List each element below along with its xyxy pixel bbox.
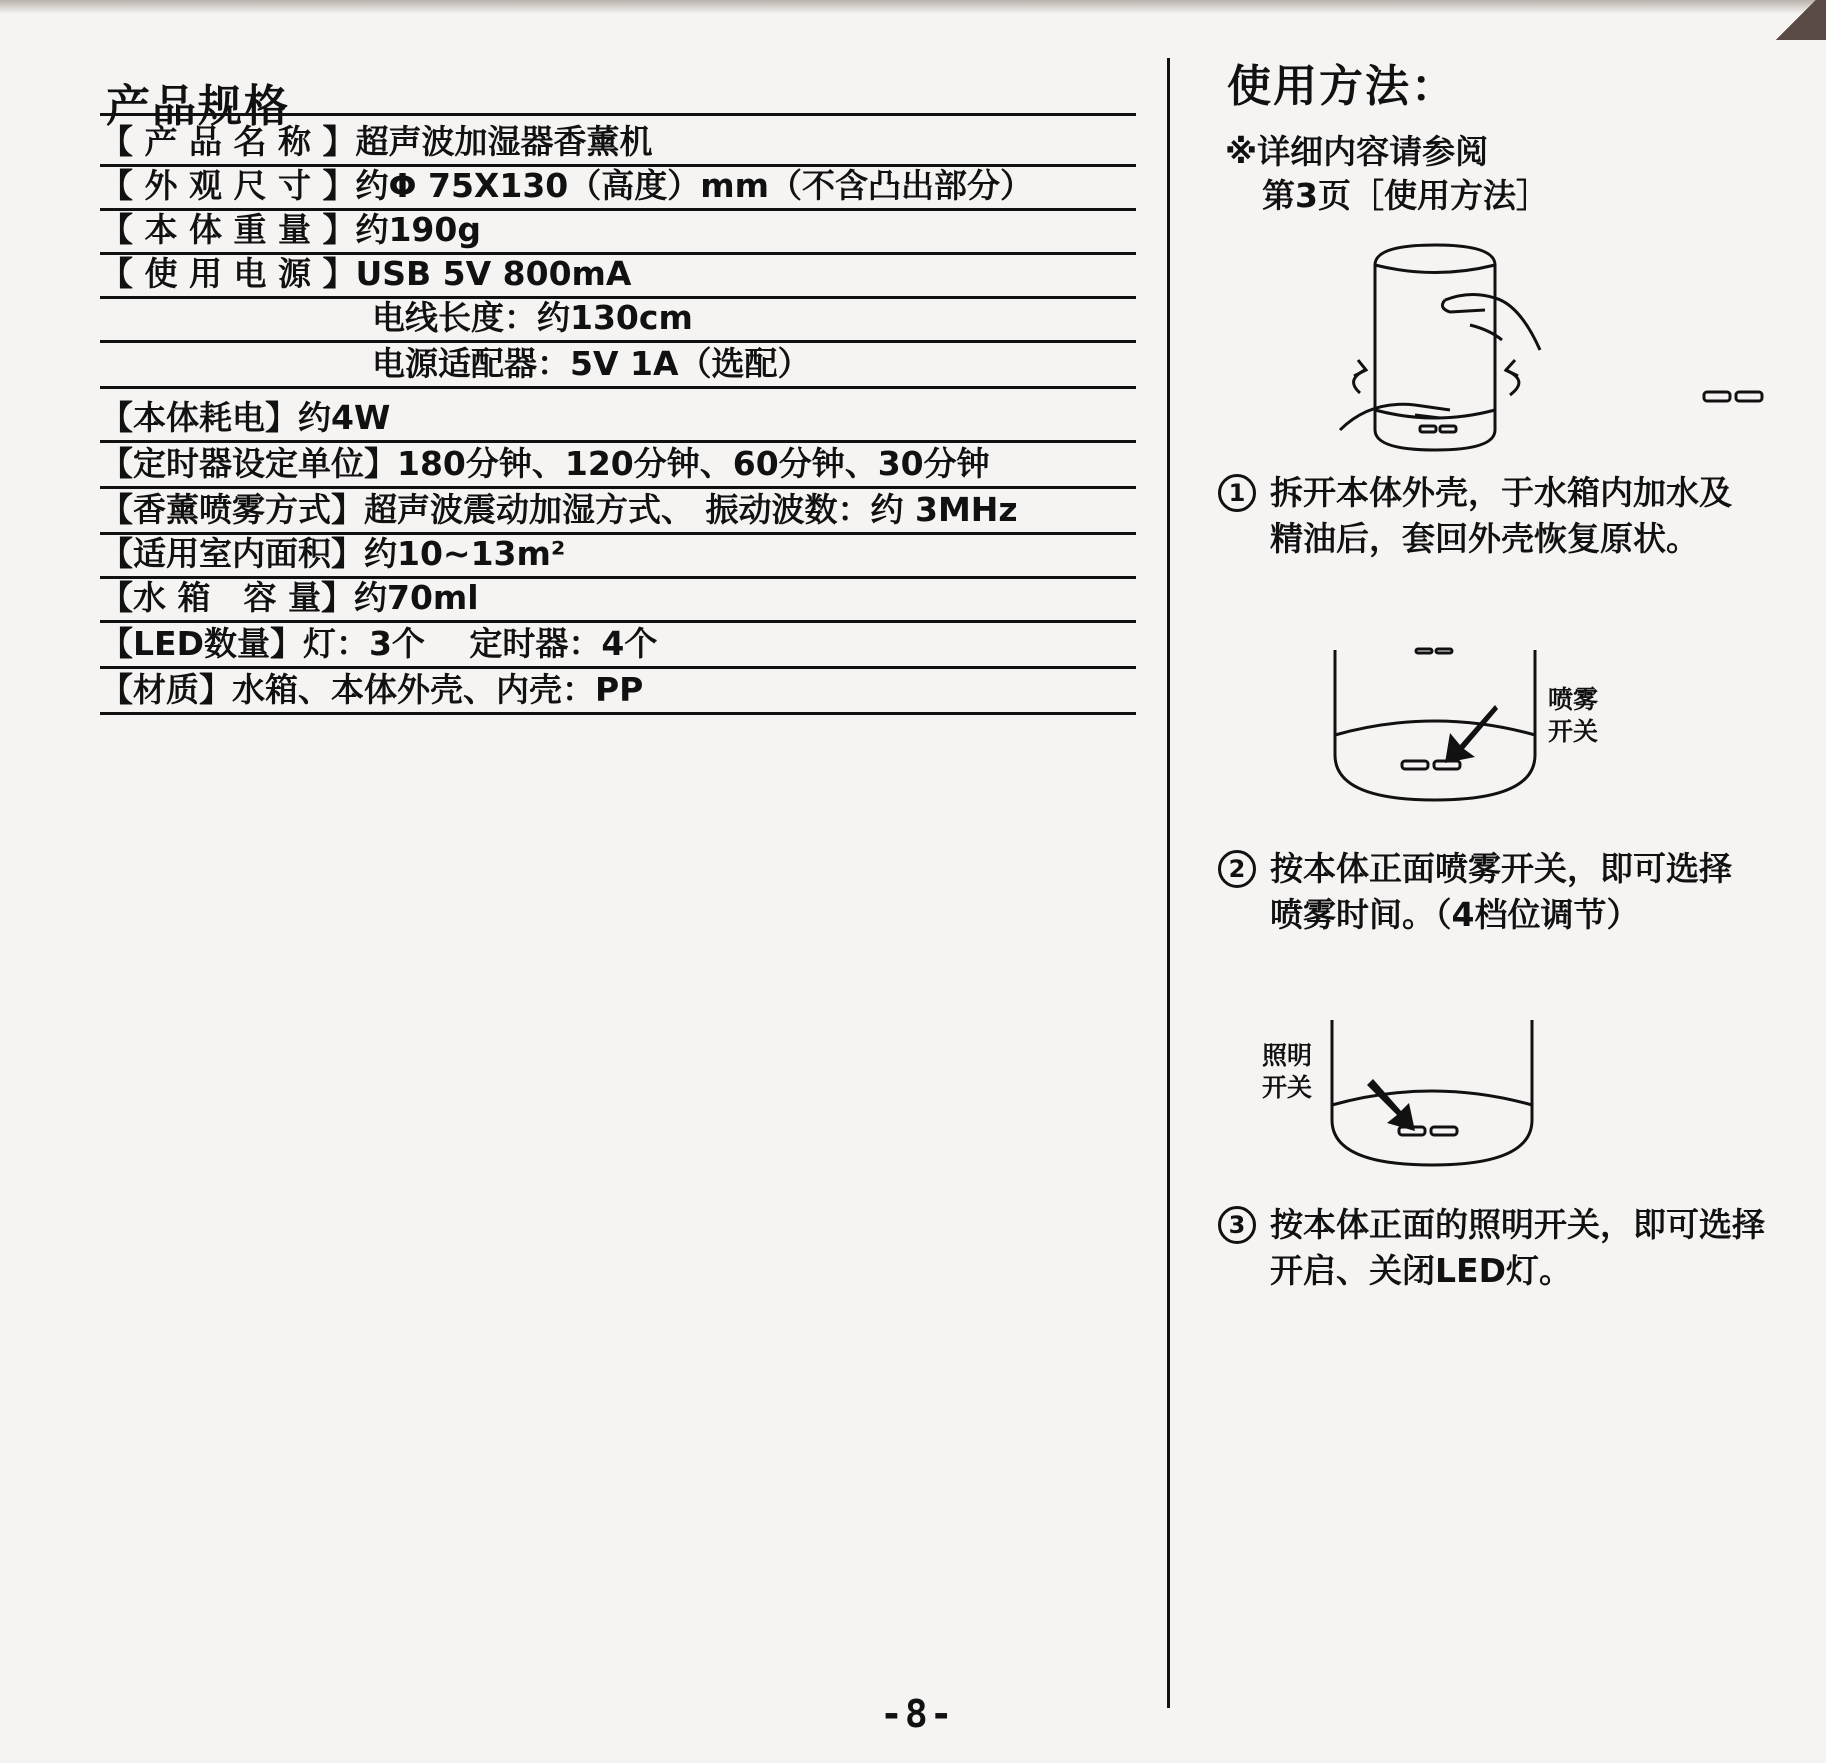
spec-value: 约190g [355, 210, 481, 249]
callout-line: 照明 [1262, 1041, 1313, 1070]
spec-row-power-consumption [100, 396, 1136, 443]
spec-value: 超声波加湿器香薰机 [355, 122, 653, 161]
spec-value: 约Φ 75X130（高度）mm（不含凸出部分） [355, 166, 1034, 205]
light-switch-illustration [1327, 1015, 1567, 1175]
spec-label: 【 产 品 名 称 】 [100, 122, 356, 161]
step-line: 精油后，套回外壳恢复原状。 [1270, 519, 1699, 558]
spec-label: 【LED数量】 [100, 624, 303, 663]
spec-row-cable-length [100, 296, 1136, 343]
spec-row-room-area [100, 532, 1136, 579]
spec-row-tank-capacity [100, 576, 1136, 623]
callout-line: 开关 [1262, 1073, 1313, 1102]
mist-switch-label [1548, 684, 1608, 748]
step-text [1270, 470, 1790, 562]
spec-value: 水箱、本体外壳、内壳：PP [232, 670, 644, 709]
spec-label: 【水 箱 容 量】 [100, 578, 354, 617]
spec-label: 【材质】 [100, 670, 232, 709]
specs-title: 产品规格 [106, 81, 290, 132]
spec-row-product-name [100, 120, 1136, 167]
spec-row-weight [100, 208, 1136, 255]
spec-row-mist-method [100, 488, 1136, 535]
spec-row-timer-units [100, 442, 1136, 489]
mist-switch-illustration [1330, 645, 1570, 805]
spec-label: 【 本 体 重 量 】 [100, 210, 356, 249]
spec-row-power-source [100, 252, 1136, 299]
light-switch-label [1262, 1040, 1322, 1104]
reference-note-page: 第3页［使用方法］ [1262, 176, 1549, 215]
button-indicator-icon [1700, 387, 1770, 407]
usage-title: 使用方法： [1227, 61, 1457, 112]
spec-label: 【定时器设定单位】 [100, 444, 397, 483]
column-divider [1167, 58, 1170, 1708]
step-text [1270, 1202, 1790, 1294]
step-line: 开启、关闭LED灯。 [1270, 1251, 1572, 1290]
page-corner [1766, 0, 1826, 40]
spec-value: 约4W [298, 398, 391, 437]
spec-value: 180分钟、120分钟、60分钟、30分钟 [397, 444, 990, 483]
spec-label: 【香薰喷雾方式】 [100, 490, 364, 529]
spec-row-adapter [100, 342, 1136, 389]
step-line: 按本体正面的照明开关，即可选择 [1270, 1205, 1765, 1244]
spec-row-dimensions [100, 164, 1136, 211]
title-rule [100, 113, 1136, 116]
step-text [1270, 846, 1790, 938]
step-line: 按本体正面喷雾开关，即可选择 [1270, 849, 1732, 888]
spec-value: 电源适配器：5V 1A（选配） [372, 344, 811, 383]
spec-value: 灯：3个 定时器：4个 [302, 624, 658, 663]
step-number-badge: 2 [1218, 850, 1256, 888]
spec-value: 约70ml [353, 578, 479, 617]
step-line: 喷雾时间。（4档位调节） [1270, 895, 1640, 934]
spec-value: 电线长度：约130cm [372, 298, 693, 337]
page-number: -8- [880, 1692, 955, 1736]
spec-value: 约10~13m² [364, 534, 566, 573]
spec-value: USB 5V 800mA [355, 254, 632, 293]
step-line: 拆开本体外壳，于水箱内加水及 [1270, 473, 1732, 512]
spec-label: 【 外 观 尺 寸 】 [100, 166, 356, 205]
step-number-badge: 3 [1218, 1206, 1256, 1244]
spec-row-led-count [100, 622, 1136, 669]
spec-label: 【适用室内面积】 [100, 534, 364, 573]
disassembly-illustration [1320, 230, 1680, 460]
spec-row-material [100, 668, 1136, 715]
callout-line: 开关 [1548, 717, 1599, 746]
reference-note: ※详细内容请参阅 [1225, 132, 1489, 171]
page-edge [0, 0, 1826, 14]
callout-line: 喷雾 [1548, 685, 1599, 714]
spec-label: 【 使 用 电 源 】 [100, 254, 356, 293]
spec-label: 【本体耗电】 [100, 398, 298, 437]
spec-value: 超声波震动加湿方式、 振动波数：约 3MHz [364, 490, 1018, 529]
step-number-badge: 1 [1218, 474, 1256, 512]
